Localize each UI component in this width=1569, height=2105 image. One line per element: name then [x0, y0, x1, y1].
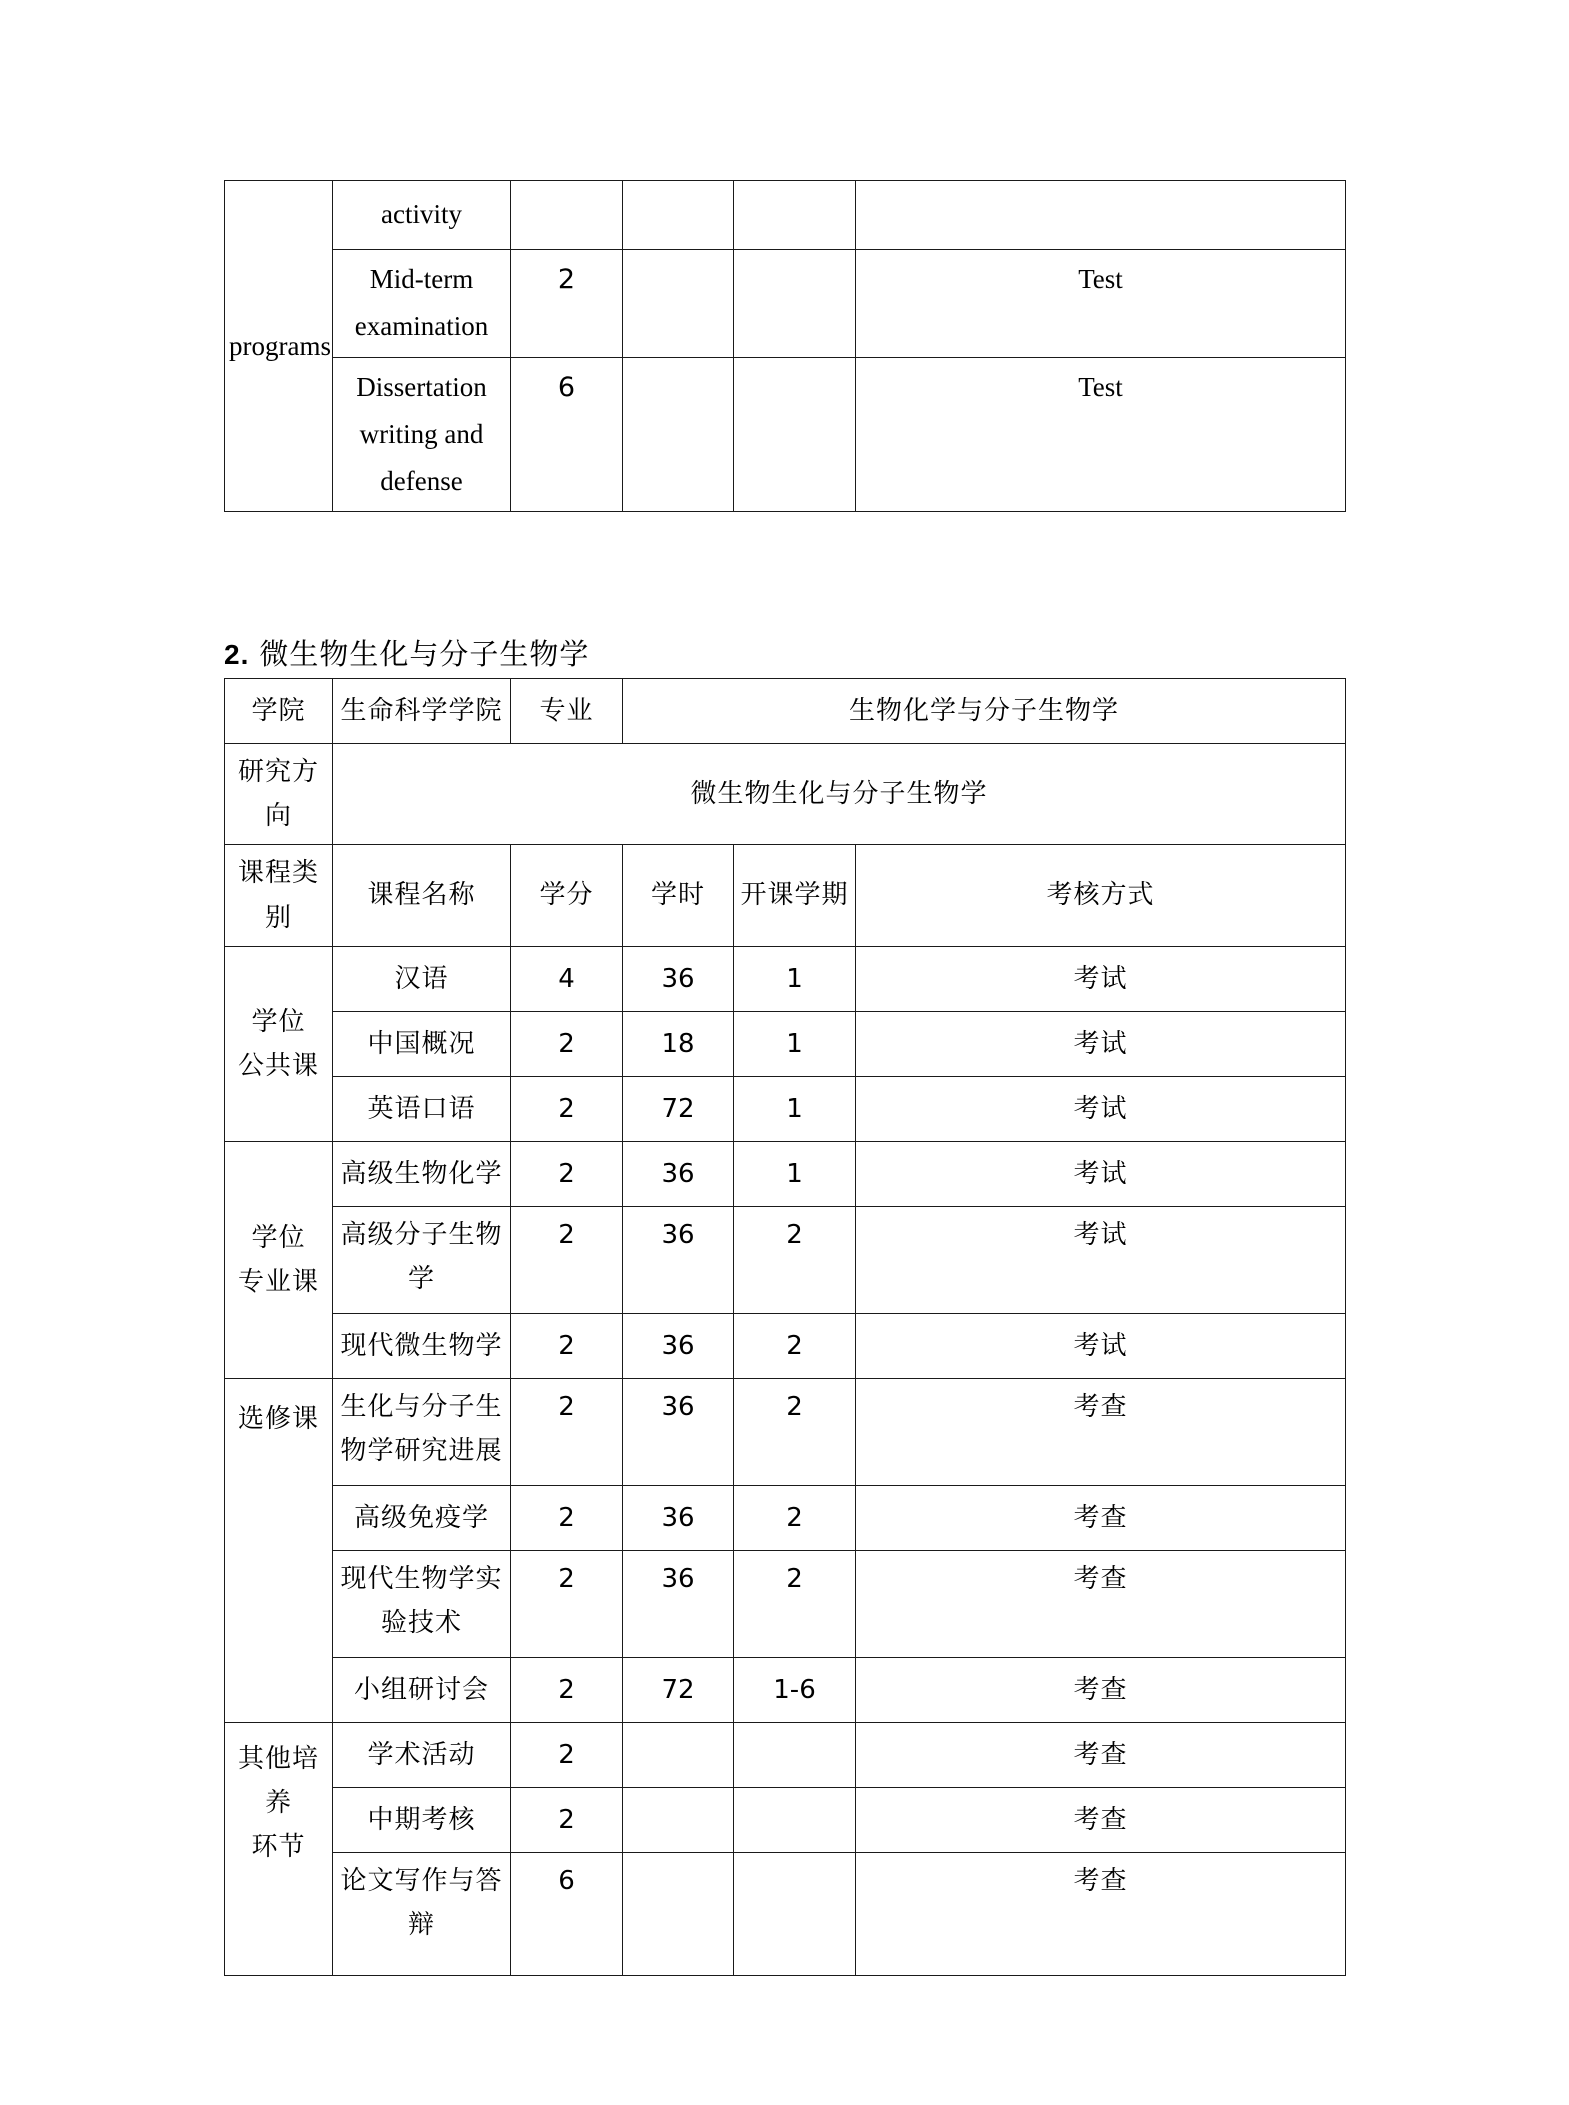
table-row	[225, 1485, 1346, 1550]
cell-course: 现代微生物学	[333, 1313, 511, 1378]
cell-category	[225, 1378, 333, 1722]
cell-hours	[623, 357, 734, 512]
cell-semester	[734, 181, 856, 250]
cell-credits: 2	[511, 1485, 623, 1550]
cell-assessment: 考查	[856, 1722, 1346, 1787]
category-line-1: 其他培养	[237, 1743, 319, 1818]
cell-college-label: 学院	[225, 679, 333, 744]
table-row	[225, 1852, 1346, 1975]
cell-semester: 2	[734, 1485, 856, 1550]
cell-hours: 72	[623, 1076, 734, 1141]
cell-course: 英语口语	[333, 1076, 511, 1141]
cell-assessment: 考试	[856, 1206, 1346, 1313]
cell-category	[225, 1722, 333, 1975]
cell-major-label: 专业	[511, 679, 623, 744]
category-line-2: 公共课	[237, 1050, 319, 1081]
cell-college-value: 生命科学学院	[333, 679, 511, 744]
header-credits: 学分	[511, 845, 623, 946]
cell-assessment: 考查	[856, 1550, 1346, 1657]
cell-semester	[734, 357, 856, 512]
cell-assessment: 考查	[856, 1657, 1346, 1722]
category-line-1: 学位	[251, 1006, 306, 1037]
cell-credits: 2	[511, 1657, 623, 1722]
cell-assessment: Test	[856, 250, 1346, 358]
cell-assessment: 考查	[856, 1378, 1346, 1485]
table-row	[225, 1313, 1346, 1378]
cell-hours	[623, 181, 734, 250]
table-row	[225, 1787, 1346, 1852]
cell-credits: 6	[511, 1852, 623, 1975]
table-row	[225, 1657, 1346, 1722]
english-course-table	[224, 180, 1346, 512]
cell-semester	[734, 1722, 856, 1787]
cell-semester: 2	[734, 1550, 856, 1657]
cell-category	[225, 1141, 333, 1378]
cell-course: 论文写作与答辩	[333, 1852, 511, 1975]
cell-credits: 6	[511, 357, 623, 512]
header-semester: 开课学期	[734, 845, 856, 946]
cell-hours	[623, 1852, 734, 1975]
cell-credits: 4	[511, 946, 623, 1011]
cell-semester: 1	[734, 1076, 856, 1141]
table-row-direction	[225, 744, 1346, 845]
header-assessment: 考核方式	[856, 845, 1346, 946]
cell-hours: 36	[623, 1485, 734, 1550]
cell-hours: 36	[623, 1206, 734, 1313]
cell-assessment: 考试	[856, 1313, 1346, 1378]
table-header-row	[225, 845, 1346, 946]
table-row	[225, 1206, 1346, 1313]
cell-assessment: 考试	[856, 1011, 1346, 1076]
cell-hours: 36	[623, 1313, 734, 1378]
cell-credits: 2	[511, 1313, 623, 1378]
cell-semester	[734, 1787, 856, 1852]
section-title: 微生物生化与分子生物学	[259, 637, 590, 671]
cell-direction-label: 研究方向	[225, 744, 333, 845]
cell-hours	[623, 250, 734, 358]
cell-major-value: 生物化学与分子生物学	[623, 679, 1346, 744]
table-row	[225, 1722, 1346, 1787]
category-line-1: 选修课	[237, 1403, 319, 1434]
category-line-1: 学位	[251, 1222, 306, 1253]
curriculum-table	[224, 678, 1346, 1976]
section-number: 2.	[224, 639, 250, 670]
cell-credits: 2	[511, 1076, 623, 1141]
cell-assessment: 考试	[856, 1141, 1346, 1206]
table-row	[225, 181, 1346, 250]
cell-hours: 36	[623, 1378, 734, 1485]
cell-credits	[511, 181, 623, 250]
cell-hours: 72	[623, 1657, 734, 1722]
cell-credits: 2	[511, 1378, 623, 1485]
table-row-college	[225, 679, 1346, 744]
cell-hours: 36	[623, 1141, 734, 1206]
cell-hours: 18	[623, 1011, 734, 1076]
cell-semester: 1-6	[734, 1657, 856, 1722]
cell-credits: 2	[511, 250, 623, 358]
cell-assessment: 考查	[856, 1485, 1346, 1550]
cell-course: activity	[333, 181, 511, 250]
table-row	[225, 1011, 1346, 1076]
table-row	[225, 1378, 1346, 1485]
cell-assessment: 考试	[856, 946, 1346, 1011]
cell-hours	[623, 1787, 734, 1852]
category-line-2: 环节	[251, 1832, 306, 1863]
cell-course: 小组研讨会	[333, 1657, 511, 1722]
cell-credits: 2	[511, 1722, 623, 1787]
cell-hours: 36	[623, 1550, 734, 1657]
cell-course: Dissertation writing and defense	[333, 357, 511, 512]
cell-course: Mid-term examination	[333, 250, 511, 358]
cell-semester: 2	[734, 1206, 856, 1313]
cell-credits: 2	[511, 1550, 623, 1657]
cell-credits: 2	[511, 1011, 623, 1076]
table-row	[225, 946, 1346, 1011]
cell-course: 高级分子生物学	[333, 1206, 511, 1313]
cell-semester: 2	[734, 1378, 856, 1485]
cell-course: 生化与分子生物学研究进展	[333, 1378, 511, 1485]
cell-semester: 1	[734, 1141, 856, 1206]
cell-assessment: 考查	[856, 1787, 1346, 1852]
cell-course: 现代生物学实验技术	[333, 1550, 511, 1657]
cell-category: programs	[225, 181, 333, 512]
cell-course: 中国概况	[333, 1011, 511, 1076]
table-row	[225, 357, 1346, 512]
cell-credits: 2	[511, 1787, 623, 1852]
header-course: 课程名称	[333, 845, 511, 946]
cell-hours: 36	[623, 946, 734, 1011]
cell-semester: 2	[734, 1313, 856, 1378]
table-row	[225, 1076, 1346, 1141]
cell-credits: 2	[511, 1141, 623, 1206]
cell-category	[225, 946, 333, 1141]
header-category: 课程类别	[225, 845, 333, 946]
cell-assessment: Test	[856, 357, 1346, 512]
section-heading	[224, 632, 589, 673]
cell-direction-value: 微生物生化与分子生物学	[333, 744, 1346, 845]
cell-course: 汉语	[333, 946, 511, 1011]
cell-credits: 2	[511, 1206, 623, 1313]
cell-course: 高级免疫学	[333, 1485, 511, 1550]
cell-hours	[623, 1722, 734, 1787]
cell-assessment: 考试	[856, 1076, 1346, 1141]
cell-course: 中期考核	[333, 1787, 511, 1852]
table-row	[225, 1141, 1346, 1206]
cell-semester: 1	[734, 1011, 856, 1076]
cell-course: 高级生物化学	[333, 1141, 511, 1206]
header-hours: 学时	[623, 845, 734, 946]
cell-assessment: 考查	[856, 1852, 1346, 1975]
cell-semester: 1	[734, 946, 856, 1011]
cell-semester	[734, 250, 856, 358]
table-row	[225, 250, 1346, 358]
cell-course: 学术活动	[333, 1722, 511, 1787]
cell-assessment	[856, 181, 1346, 250]
cell-semester	[734, 1852, 856, 1975]
category-line-2: 专业课	[237, 1266, 319, 1297]
table-row	[225, 1550, 1346, 1657]
